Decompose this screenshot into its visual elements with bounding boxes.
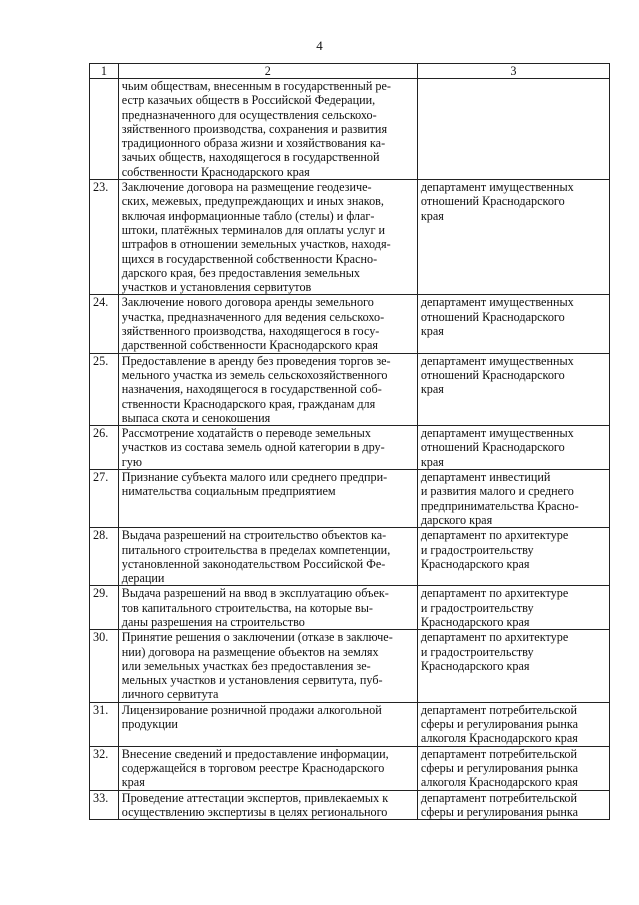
header-col-service: 2 — [118, 64, 417, 79]
row-number — [90, 79, 119, 180]
table-row — [90, 790, 610, 820]
services-table — [89, 63, 610, 820]
row-number: 33. — [90, 790, 119, 820]
row-number: 27. — [90, 470, 119, 528]
header-col-number: 1 — [90, 64, 119, 79]
service-name: Заключение нового договора аренды земельного участка, предназначенного для ведения сельскохо- зяйственного производства, находящегося в госу- дарственной собственности Краснодарского края — [118, 295, 417, 353]
table-row — [90, 746, 610, 790]
service-name: Проведение аттестации экспертов, привлекаемых к осуществлению экспертизы в целях регионального — [118, 790, 417, 820]
responsible-department: департамент по архитектуре и градостроительству Краснодарского края — [417, 528, 609, 586]
table-row — [90, 426, 610, 470]
table-row — [90, 470, 610, 528]
service-name: Лицензирование розничной продажи алкогольной продукции — [118, 702, 417, 746]
table-row — [90, 528, 610, 586]
row-number: 30. — [90, 630, 119, 702]
table-row — [90, 79, 610, 180]
row-number: 28. — [90, 528, 119, 586]
table-row — [90, 295, 610, 353]
responsible-department: департамент имущественных отношений Краснодарского края — [417, 180, 609, 295]
table-header-row — [90, 64, 610, 79]
table-row — [90, 353, 610, 425]
responsible-department: департамент потребительской сферы и регулирования рынка — [417, 790, 609, 820]
responsible-department — [417, 79, 609, 180]
responsible-department: департамент имущественных отношений Краснодарского края — [417, 426, 609, 470]
table-row — [90, 630, 610, 702]
table-row — [90, 702, 610, 746]
responsible-department: департамент инвестиций и развития малого и среднего предпринимательства Красно- дарского края — [417, 470, 609, 528]
header-col-department: 3 — [417, 64, 609, 79]
row-number: 29. — [90, 586, 119, 630]
responsible-department: департамент потребительской сферы и регулирования рынка алкоголя Краснодарского края — [417, 702, 609, 746]
responsible-department: департамент по архитектуре и градостроительству Краснодарского края — [417, 586, 609, 630]
service-name: Признание субъекта малого или среднего предпри- нимательства социальным предприятием — [118, 470, 417, 528]
row-number: 31. — [90, 702, 119, 746]
service-name: Рассмотрение ходатайств о переводе земельных участков из состава земель одной категории в дру- гую — [118, 426, 417, 470]
row-number: 32. — [90, 746, 119, 790]
row-number: 26. — [90, 426, 119, 470]
responsible-department: департамент имущественных отношений Краснодарского края — [417, 353, 609, 425]
row-number: 24. — [90, 295, 119, 353]
table-row — [90, 586, 610, 630]
responsible-department: департамент по архитектуре и градостроительству Краснодарского края — [417, 630, 609, 702]
service-name: Принятие решения о заключении (отказе в заключе- нии) договора на размещение объектов на землях или земельных участках без предоставления зе- мельных участков и установления сервитута, пуб- личного сервитута — [118, 630, 417, 702]
service-name: Внесение сведений и предоставление информации, содержащейся в торговом реестре Краснодарского края — [118, 746, 417, 790]
service-name: Заключение договора на размещение геодезиче- ских, межевых, предупреждающих и иных знаков, включая информационные табло (стелы) и флаг- штоки, платёжных терминалов для оплаты услуг и штрафов в отношении земельных участков, находя- щихся в государственной собственности Красно- дарского края, без предоставления земельных участков и установления сервитутов — [118, 180, 417, 295]
responsible-department: департамент потребительской сферы и регулирования рынка алкоголя Краснодарского края — [417, 746, 609, 790]
service-name: Выдача разрешений на ввод в эксплуатацию объек- тов капитального строительства, на которые вы- даны разрешения на строительство — [118, 586, 417, 630]
service-name: Предоставление в аренду без проведения торгов зе- мельного участка из земель сельскохозяйственного назначения, находящегося в государственной соб- ственности Краснодарского края, гражданам для выпаса скота и сенокошения — [118, 353, 417, 425]
page-number: 4 — [316, 38, 323, 53]
row-number: 25. — [90, 353, 119, 425]
responsible-department: департамент имущественных отношений Краснодарского края — [417, 295, 609, 353]
service-name: чьим обществам, внесенным в государственный ре- естр казачьих обществ в Российской Федерации, предназначенного для осуществления сельскохо- зяйственного производства, сохранения и развития традиционного образа жизни и хозяйствования ка- зачьих обществ, находящегося в государственной собственности Краснодарского края — [118, 79, 417, 180]
row-number: 23. — [90, 180, 119, 295]
table-row — [90, 180, 610, 295]
service-name: Выдача разрешений на строительство объектов ка- питального строительства в пределах компетенции, установленной законодательством Российской Фе- дерации — [118, 528, 417, 586]
